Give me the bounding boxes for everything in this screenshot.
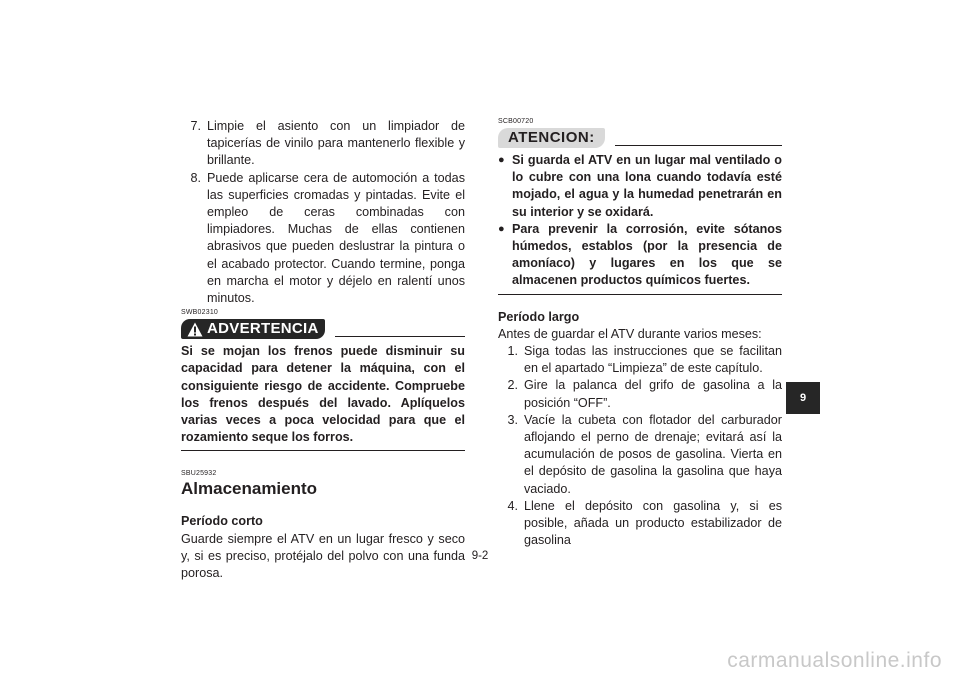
bullet-icon: ● xyxy=(498,222,505,235)
bullet-icon: ● xyxy=(498,154,505,166)
step-text: Limpie el asiento con un limpiador de tapicerías de vinilo para mantenerlo flexible y brillante. xyxy=(207,119,465,168)
short-term-title: Período corto xyxy=(181,514,263,529)
warning-label: ADVERTENCIA xyxy=(207,320,319,338)
step-number: 4. xyxy=(507,498,518,513)
bullet-text: Si guarda el ATV en un lugar mal ventilado o lo cubre con una lona cuando todavía esté mojado, el agua y la humedad penetrarán en su interior y se oxidará. xyxy=(512,153,782,219)
caution-bullet xyxy=(498,221,782,290)
caution-header-rule xyxy=(615,131,782,146)
warning-header-rule xyxy=(335,322,465,337)
step-number: 1. xyxy=(507,344,518,359)
step-text: Puede aplicarse cera de automoción a todas las superficies cromadas y pintadas. Evite el empleo de ceras combinadas con limpiadores. Muchas de ellas contienen abrasivos que pueden deslustrar la pintura o el acabado protector. Cuando termine, ponga en marcha el motor y déjelo en ralentí unos minutos. xyxy=(207,170,465,306)
warning-icon xyxy=(187,322,203,337)
bullet-text: Para prevenir la corrosión, evite sótanos húmedos, establos (por la presencia de amoníaco) y lugares en los que se almacenen productos químicos fuertes. xyxy=(512,221,782,288)
step-text: Llene el depósito con gasolina y, si es posible, añada un producto estabilizador de gasolina xyxy=(524,498,782,548)
long-step xyxy=(498,498,782,550)
watermark: carmanualsonline.info xyxy=(727,649,942,672)
long-term-title: Período largo xyxy=(498,309,580,324)
section-code: SBU25932 xyxy=(181,470,217,478)
warning-bottom-rule xyxy=(181,450,465,451)
caution-badge: ATENCION: xyxy=(498,128,605,148)
warning-code: SWB02310 xyxy=(181,309,219,317)
chapter-tab: 9 xyxy=(786,382,820,414)
step-text: Vacíe la cubeta con flotador del carburador aflojando el perno de drenaje; evitará así la acumulación de posos de gasolina. Vierta en el depósito de gasolina la gasolina que haya vaciado. xyxy=(524,412,782,496)
step-7 xyxy=(181,118,465,170)
step-number: 3. xyxy=(507,412,518,427)
caution-code: SCB00720 xyxy=(498,118,534,125)
section-title: Almacenamiento xyxy=(181,479,318,499)
long-term-intro: Antes de guardar el ATV durante varios meses: xyxy=(498,326,762,341)
long-step xyxy=(498,343,782,377)
step-text: Siga todas las instrucciones que se facilitan en el apartado “Limpieza” de este capítulo. xyxy=(524,344,782,376)
right-column xyxy=(498,118,782,549)
short-term-text: Guarde siempre el ATV en un lugar fresco y seco y, si es preciso, protéjalo del polvo con una funda porosa. xyxy=(181,531,465,581)
caution-header xyxy=(498,128,782,148)
caution-bottom-rule xyxy=(498,294,782,295)
warning-text: Si se mojan los frenos puede disminuir su capacidad para detener la máquina, con el consiguiente riesgo de accidente. Compruebe los frenos después del lavado. Aplíquelos varias veces a poca velocidad para que el rozamiento seque los forros. xyxy=(181,344,465,445)
step-number: 2. xyxy=(507,378,518,393)
warning-header xyxy=(181,319,465,339)
step-8 xyxy=(181,170,465,308)
long-step xyxy=(498,412,782,498)
caution-bullet xyxy=(498,152,782,221)
left-column xyxy=(181,118,465,582)
step-number: 7. xyxy=(190,119,201,133)
warning-badge xyxy=(181,319,325,339)
long-step xyxy=(498,377,782,411)
page-number: 9-2 xyxy=(471,550,489,562)
step-text: Gire la palanca del grifo de gasolina a la posición “OFF”. xyxy=(524,378,782,410)
step-number: 8. xyxy=(190,170,201,185)
